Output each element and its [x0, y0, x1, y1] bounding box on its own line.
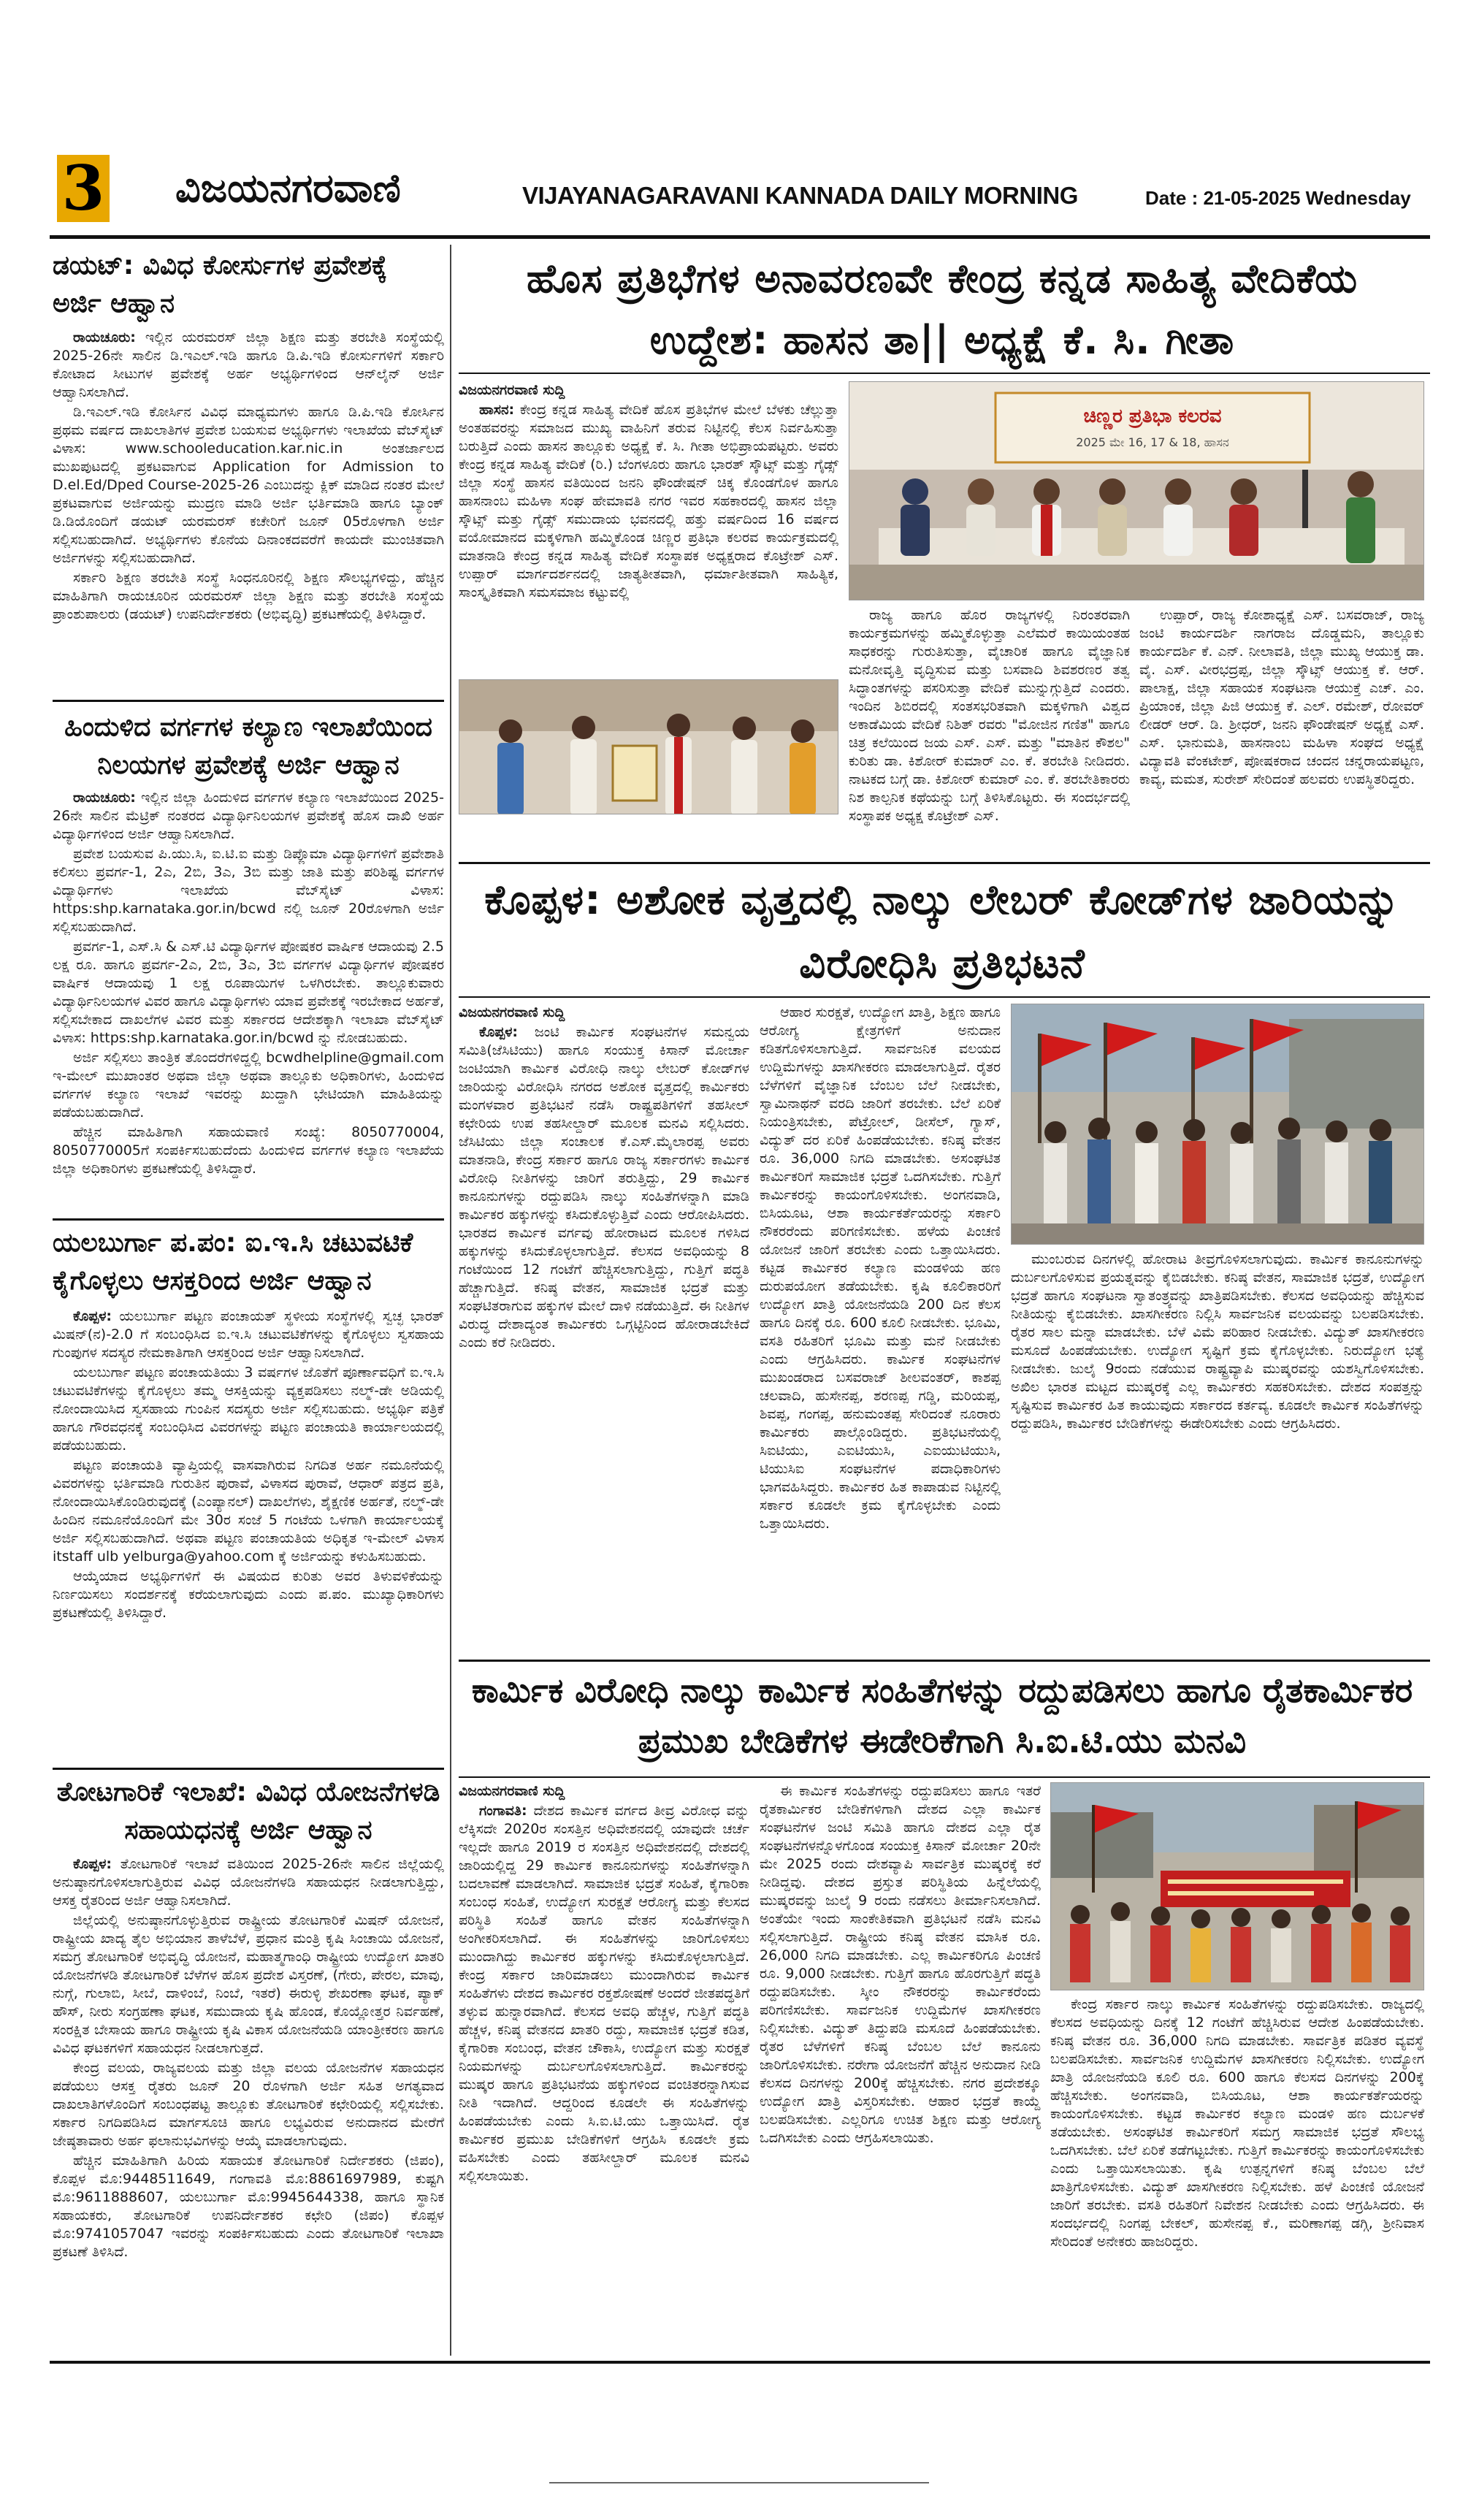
- diet-headline: ಡಯಟ್: ವಿವಿಧ ಕೋರ್ಸುಗಳ ಪ್ರವೇಶಕ್ಕೆ ಅರ್ಜಿ ಆಹ್ವಾನ: [53, 251, 388, 319]
- masthead-date: Date : 21-05-2025 Wednesday: [1145, 187, 1411, 209]
- hassan-text-2: ರಾಜ್ಯ ಹಾಗೂ ಹೊರ ರಾಜ್ಯಗಳಲ್ಲಿ ನಿರಂತರವಾಗಿ ಕಾರ್ಯಕ್ರಮಗಳನ್ನು ಹಮ್ಮಿಕೊಳ್ಳುತ್ತಾ ಎಲೆಮರೆ ಕಾಯಿಯಂತಹ ಸಾಧಕರನ್ನು ಗುರುತಿಸುತ್ತಾ, ವೈಚಾರಿಕ ಹಾಗೂ ವೈಜ್ಞಾನಿಕ ಮನೋವೃತ್ತಿ ವೃದ್ಧಿಸುವ ಮತ್ತು ಬಸವಾದಿ ಶಿವಶರಣರ ತತ್ವ ಸಿದ್ಧಾಂತಗಳನ್ನು ಪಸರಿಸುತ್ತಾ ವೇದಿಕೆ ಮುನ್ನುಗ್ಗುತ್ತಿದೆ ಎಂದರು. ಇಂದಿನ ಶಿಬಿರದಲ್ಲಿ ಸಂತಸಭರಿತವಾಗಿ ಮಕ್ಕಳಿಗಾಗಿ ವಿಶ್ವದ ಅಕಾಡೆಮಿಯ ವೇದಿಕೆ ನಿಶಿತ್ ರವರು "ಮೋಜಿನ ಗಣಿತ" ಹಾಗೂ ಚಿತ್ರ ಕಲೆಯಿಂದ ಜಯ ಎಸ್. ಎಸ್. ಮತ್ತು "ಮಾತಿನ ಕೌಶಲ" ಕುರಿತು ಡಾ. ಕಿಶೋರ್ ಕುಮಾರ್ ಎಂ. ಕೆ. ತರಬೇತಿ ನೀಡಿದರು. ನಾಟಕದ ಬಗ್ಗೆ ಡಾ. ಕಿಶೋರ್ ಕುಮಾರ್ ಎಂ. ಕೆ. ತರಬೇತಿಕಾರರು ನಿಶ ಕಾಲ್ಪನಿಕ ಕಥೆಯನ್ನು ಬಗ್ಗೆ ತಿಳಿಸಿಕೊಟ್ಟರು. ಈ ಸಂದರ್ಭದಲ್ಲಿ ಸಂಸ್ಥಾಪಕ ಅಧ್ಯಕ್ಷ ಕೊಟ್ರೇಶ್ ಎಸ್.: [849, 607, 1130, 824]
- bcwd-para-5: ಹೆಚ್ಚಿನ ಮಾಹಿತಿಗಾಗಿ ಸಹಾಯವಾಣಿ ಸಂಖ್ಯೆ: 8050770004, 8050770005ಗೆ ಸಂಪರ್ಕಿಸಬಹುದೆಂದು ಹಿಂದುಳಿದ ವರ್ಗಗಳ ಕಲ್ಯಾಣ ಇಲಾಖೆಯ ಜಿಲ್ಲಾ ಅಧಿಕಾರಿಗಳು ಪ್ರಕಟಣೆಯಲ್ಲಿ ತಿಳಿಸಿದ್ದಾರೆ.: [53, 1124, 444, 1177]
- koppal-headline: ಕೊಪ್ಪಳ: ಅಶೋಕ ವೃತ್ತದಲ್ಲಿ ನಾಲ್ಕು ಲೇಬರ್ ಕೋಡ್‌ಗಳ ಜಾರಿಯನ್ನು ವಿರೋಧಿಸಿ ಪ್ರತಿಭಟನೆ: [484, 877, 1400, 988]
- bcwd-para-4: ಅರ್ಜಿ ಸಲ್ಲಿಸಲು ತಾಂತ್ರಿಕ ತೊಂದರೆಗಳಿದ್ದಲ್ಲಿ bcwdhelpline@gmail.com ಇ-ಮೇಲ್ ಮುಖಾಂತರ ಅಥವಾ ಜಿಲ್ಲಾ ಅಥವಾ ತಾಲ್ಲೂಕು ಅಧಿಕಾರಿಗಳು, ಹಿಂದುಳಿದ ವರ್ಗಗಳ ಕಲ್ಯಾಣ ಇಲಾಖೆ ಇವರನ್ನು ಖುದ್ದಾಗಿ ಭೇಟಿಯಾಗಿ ಮಾಹಿತಿಯನ್ನು ಪಡೆಯಬಹುದಾಗಿದೆ.: [53, 1050, 444, 1120]
- horticulture-para-3: ಕೇಂದ್ರ ವಲಯ, ರಾಜ್ಯವಲಯ ಮತ್ತು ಜಿಲ್ಲಾ ವಲಯ ಯೋಜನೆಗಳ ಸಹಾಯಧನ ಪಡೆಯಲು ಆಸಕ್ತ ರೈತರು ಜೂನ್ 20 ರೊಳಗಾಗಿ ಅರ್ಜಿ ಸಹಿತ ಅಗತ್ಯವಾದ ದಾಖಲಾತಿಗಳೊಂದಿಗೆ ಸಂಬಂಧಪಟ್ಟ ತಾಲ್ಲೂಕು ತೋಟಗಾರಿಕೆ ಕಛೇರಿಯಲ್ಲಿ ಸಲ್ಲಿಸಬೇಕು. ಸರ್ಕಾರ ನಿಗದಿಪಡಿಸಿದ ಮಾರ್ಗಸೂಚಿ ಹಾಗೂ ಲಭ್ಯವಿರುವ ಅನುದಾನದ ಮೇರೆಗೆ ಜೇಷ್ಠತಾವಾರು ಅರ್ಹ ಫಲಾನುಭವಿಗಳನ್ನು ಆಯ್ಕೆ ಮಾಡಲಾಗುವುದು.: [53, 2060, 444, 2149]
- koppal-text-1: ಜಂಟಿ ಕಾರ್ಮಿಕ ಸಂಘಟನೆಗಳ ಸಮನ್ವಯ ಸಮಿತಿ(ಜೆಸಿಟಿಯು) ಹಾಗೂ ಸಂಯುಕ್ತ ಕಿಸಾನ್ ಮೋರ್ಚಾ ಜಂಟಿಯಾಗಿ ಕಾರ್ಮಿಕ ವಿರೋಧಿ ನಾಲ್ಕು ಲೇಬರ್ ಕೋಡ್‌ಗಳ ಜಾರಿಯನ್ನು ವಿರೋಧಿಸಿ ನಗರದ ಅಶೋಕ ವೃತ್ತದಲ್ಲಿ ಕಾರ್ಮಿಕರು ಮಂಗಳವಾರ ಪ್ರತಿಭಟನೆ ನಡೆಸಿ ರಾಷ್ಟ್ರಪತಿಗಳಿಗೆ ತಹಸೀಲ್ ಕಛೇರಿಯ ಉಪ ತಹಸೀಲ್ದಾರ್ ಮೂಲಕ ಮನವಿ ಸಲ್ಲಿಸಿದರು. ಜೆಸಿಟಿಯು ಜಿಲ್ಲಾ ಸಂಚಾಲಕ ಕೆ.ಎಸ್.ಮೈಲಾರಪ್ಪ ಅವರು ಮಾತನಾಡಿ, ಕೇಂದ್ರ ಸರ್ಕಾರ ಹಾಗೂ ರಾಜ್ಯ ಸರ್ಕಾರಗಳು ಕಾರ್ಮಿಕ ವಿರೋಧಿ ನೀತಿಗಳನ್ನು ಜಾರಿಗೆ ತರುತ್ತಿದ್ದು, 29 ಕಾರ್ಮಿಕ ಕಾನೂನುಗಳನ್ನು ರದ್ದುಪಡಿಸಿ ನಾಲ್ಕು ಸಂಹಿತೆಗಳನ್ನಾಗಿ ಮಾಡಿ ಕಾರ್ಮಿಕರ ಹಕ್ಕುಗಳನ್ನು ಕಸಿದುಕೊಳ್ಳುತ್ತಿವೆ ಎಂದು ಆರೋಪಿಸಿದರು. ಭಾರತದ ಕಾರ್ಮಿಕ ವರ್ಗವು ಹೋರಾಟದ ಮೂಲಕ ಗಳಿಸಿದ ಹಕ್ಕುಗಳನ್ನು ಕಸಿದುಕೊಳ್ಳಲಾಗುತ್ತಿದೆ. ಕೆಲಸದ ಅವಧಿಯನ್ನು 8 ಗಂಟೆಯಿಂದ 12 ಗಂಟೆಗೆ ಹೆಚ್ಚಿಸಲಾಗುತ್ತಿದ್ದು, ಗುತ್ತಿಗೆ ಪದ್ಧತಿ ಹೆಚ್ಚಾಗುತ್ತಿದೆ. ಕನಿಷ್ಠ ವೇತನ, ಸಾಮಾಜಿಕ ಭದ್ರತೆ ಮತ್ತು ಸಂಘಟಿತರಾಗುವ ಹಕ್ಕುಗಳ ಮೇಲೆ ದಾಳಿ ನಡೆಯುತ್ತಿದೆ. ಈ ನೀತಿಗಳ ವಿರುದ್ಧ ದೇಶಾದ್ಯಂತ ಕಾರ್ಮಿಕರು ಒಗ್ಗಟ್ಟಿನಿಂದ ಹೋರಾಡಬೇಕಿದೆ ಎಂದು ಕರೆ ನೀಡಿದರು.: [459, 1024, 749, 1351]
- bcwd-para-1: ಇಲ್ಲಿನ ಜಿಲ್ಲಾ ಹಿಂದುಳಿದ ವರ್ಗಗಳ ಕಲ್ಯಾಣ ಇಲಾಖೆಯಿಂದ 2025-26ನೇ ಸಾಲಿನ ಮೆಟ್ರಿಕ್ ನಂತರದ ವಿದ್ಯಾರ್ಥಿನಿಲಯಗಳ ಪ್ರವೇಶಕ್ಕೆ ಹೊಸ ದಾಖಿ ಅರ್ಹ ವಿದ್ಯಾರ್ಥಿಗಳಿಂದ ಅರ್ಜಿ ಆಹ್ವಾನಿಸಲಾಗಿದೆ.: [53, 790, 444, 842]
- koppal-photo-protest: [1011, 1004, 1424, 1245]
- diet-para-1: ಇಲ್ಲಿನ ಯರಮರಸ್ ಜಿಲ್ಲಾ ಶಿಕ್ಷಣ ಮತ್ತು ತರಬೇತಿ ಸಂಸ್ಥೆಯಲ್ಲಿ 2025-26ನೇ ಸಾಲಿನ ಡಿ.ಇಎಲ್.ಇಡಿ ಹಾಗೂ ಡಿ.ಪಿ.ಇಡಿ ಕೋರ್ಸುಗಳಿಗೆ ಸರ್ಕಾರಿ ಕೋಟಾದ ಸೀಟುಗಳ ಪ್ರವೇಶಕ್ಕೆ ಅರ್ಹ ಅಭ್ಯರ್ಥಿಗಳಿಂದ ಆನ್‌ಲೈನ್ ಅರ್ಜಿ ಆಹ್ವಾನಿಸಲಾಗಿದೆ.: [53, 329, 444, 400]
- citu-col-1: [459, 1782, 749, 2356]
- masthead-title-english: VIJAYANAGARAVANI KANNADA DAILY MORNING: [522, 182, 1078, 209]
- hassan-byline: ವಿಜಯನಗರವಾಣಿ ಸುದ್ದಿ: [459, 382, 565, 398]
- yelburga-para-3: ಪಟ್ಟಣ ಪಂಚಾಯತಿ ವ್ಯಾಪ್ತಿಯಲ್ಲಿ ವಾಸವಾಗಿರುವ ನಿಗದಿತ ಅರ್ಹ ನಮೂನೆಯಲ್ಲಿ ವಿವರಗಳನ್ನು ಭರ್ತಿಮಾಡಿ ಗುರುತಿನ ಪುರಾವೆ, ವಿಳಾಸದ ಪುರಾವೆ, ಆಧಾರ್ ಪತ್ರದ ಪ್ರತಿ, ನೋಂದಾಯಿಸಿಕೊಂಡಿರುವುದಕ್ಕೆ (ಎಂಪ್ಯಾನಲ್) ದಾಖಲೆಗಳು, ಶೈಕ್ಷಣಿಕ ಅರ್ಹತೆ, ನಲ್ಮ್-ಡೇ ಹಿಂದಿನ ನಮೂನೆಯೊಂದಿಗೆ ಮೇ 30ರ ಸಂಜೆ 5 ಗಂಟೆಯ ಒಳಗಾಗಿ ಕಾರ್ಯಾಲಯಕ್ಕೆ ಅರ್ಜಿ ಸಲ್ಲಿಸಬಹುದಾಗಿದೆ. ಅಥವಾ ಪಟ್ಟಣ ಪಂಚಾಯತಿಯ ಅಧಿಕೃತ ಇ-ಮೇಲ್ ವಿಳಾಸ itstaff ulb yelburga@yahoo.com ಕ್ಕೆ ಅರ್ಜಿಯನ್ನು ಕಳುಹಿಸಬಹುದು.: [53, 1457, 444, 1565]
- koppal-text-2: ಆಹಾರ ಸುರಕ್ಷತೆ, ಉದ್ಯೋಗ ಖಾತ್ರಿ, ಶಿಕ್ಷಣ ಹಾಗೂ ಆರೋಗ್ಯ ಕ್ಷೇತ್ರಗಳಿಗೆ ಅನುದಾನ ಕಡಿತಗೊಳಿಸಲಾಗುತ್ತಿದೆ. ಸಾರ್ವಜನಿಕ ವಲಯದ ಉದ್ದಿಮೆಗಳನ್ನು ಖಾಸಗೀಕರಣ ಮಾಡಲಾಗುತ್ತಿದೆ. ರೈತರ ಬೆಳೆಗಳಿಗೆ ವೈಜ್ಞಾನಿಕ ಬೆಂಬಲ ಬೆಲೆ ನೀಡಬೇಕು, ಸ್ವಾಮಿನಾಥನ್ ವರದಿ ಜಾರಿಗೆ ತರಬೇಕು. ಬೆಲೆ ಏರಿಕೆ ನಿಯಂತ್ರಿಸಬೇಕು, ಪೆಟ್ರೋಲ್, ಡೀಸೆಲ್, ಗ್ಯಾಸ್, ವಿದ್ಯುತ್ ದರ ಏರಿಕೆ ಹಿಂಪಡೆಯಬೇಕು. ಕನಿಷ್ಠ ವೇತನ ರೂ. 36,000 ನಿಗದಿ ಮಾಡಬೇಕು. ಅಸಂಘಟಿತ ಕಾರ್ಮಿಕರಿಗೆ ಸಾಮಾಜಿಕ ಭದ್ರತೆ ಒದಗಿಸಬೇಕು. ಗುತ್ತಿಗೆ ಕಾರ್ಮಿಕರನ್ನು ಕಾಯಂಗೊಳಿಸಬೇಕು. ಅಂಗನವಾಡಿ, ಬಿಸಿಯೂಟ, ಆಶಾ ಕಾರ್ಯಕರ್ತೆಯರನ್ನು ಸರ್ಕಾರಿ ನೌಕರರೆಂದು ಪರಿಗಣಿಸಬೇಕು. ಹಳೆಯ ಪಿಂಚಣಿ ಯೋಜನೆ ಜಾರಿಗೆ ತರಬೇಕು ಎಂದು ಒತ್ತಾಯಿಸಿದರು. ಕಟ್ಟಡ ಕಾರ್ಮಿಕರ ಕಲ್ಯಾಣ ಮಂಡಳಿಯ ಹಣ ದುರುಪಯೋಗ ತಡೆಯಬೇಕು. ಕೃಷಿ ಕೂಲಿಕಾರರಿಗೆ ಉದ್ಯೋಗ ಖಾತ್ರಿ ಯೋಜನೆಯಡಿ 200 ದಿನ ಕೆಲಸ ಹಾಗೂ ದಿನಕ್ಕೆ ರೂ. 600 ಕೂಲಿ ನೀಡಬೇಕು. ಭೂಮಿ, ವಸತಿ ರಹಿತರಿಗೆ ಭೂಮಿ ಮತ್ತು ಮನೆ ನೀಡಬೇಕು ಎಂದು ಆಗ್ರಹಿಸಿದರು. ಕಾರ್ಮಿಕ ಸಂಘಟನೆಗಳ ಮುಖಂಡರಾದ ಬಸವರಾಜ್ ಶೀಲವಂತರ್, ಕಾಶಪ್ಪ ಚಲವಾದಿ, ಹುಸೇನಪ್ಪ, ಶರಣಪ್ಪ ಗಡ್ಡಿ, ಮರಿಯಪ್ಪ, ಶಿವಪ್ಪ, ಗಂಗಪ್ಪ, ಹನುಮಂತಪ್ಪ ಸೇರಿದಂತೆ ನೂರಾರು ಕಾರ್ಮಿಕರು ಪಾಲ್ಗೊಂಡಿದ್ದರು. ಪ್ರತಿಭಟನೆಯಲ್ಲಿ ಸಿಐಟಿಯು, ಎಐಟಿಯುಸಿ, ಎಐಯುಟಿಯುಸಿ, ಟಿಯುಸಿಐ ಸಂಘಟನೆಗಳ ಪದಾಧಿಕಾರಿಗಳು ಭಾಗವಹಿಸಿದ್ದರು. ಕಾರ್ಮಿಕರ ಹಿತ ಕಾಪಾಡುವ ನಿಟ್ಟಿನಲ್ಲಿ ಸರ್ಕಾರ ಕೂಡಲೇ ಕ್ರಮ ಕೈಗೊಳ್ಳಬೇಕು ಎಂದು ಒತ್ತಾಯಿಸಿದರು.: [760, 1004, 1001, 1532]
- yelburga-para-2: ಯಲಬುರ್ಗಾ ಪಟ್ಟಣ ಪಂಚಾಯತಿಯು 3 ವರ್ಷಗಳ ಜೊತೆಗೆ ಪೂರ್ಣಾವಧಿಗೆ ಐ.ಇ.ಸಿ ಚಟುವಟಿಕೆಗಳನ್ನು ಕೈಗೊಳ್ಳಲು ತಮ್ಮ ಆಸಕ್ತಿಯನ್ನು ವ್ಯಕ್ತಪಡಿಸಲು ನಲ್ಮ್-ಡೇ ಅಡಿಯಲ್ಲಿ ನೋಂದಾಯಿಸಿದ ಸ್ವಸಹಾಯ ಗುಂಪಿನ ಸದಸ್ಯರು ಅರ್ಜಿ ಸಲ್ಲಿಸಬಹುದು. ಅಭ್ಯರ್ಥಿ ಪತ್ರಿಕೆ ಹಾಗೂ ಗೌರವಧನಕ್ಕೆ ಸಂಬಂಧಿಸಿದ ವಿವರಗಳನ್ನು ಪಟ್ಟಣ ಪಂಚಾಯತಿ ಕಾರ್ಯಾಲಯದಲ್ಲಿ ಪಡೆಯಬಹುದು.: [53, 1364, 444, 1454]
- citu-text-2: ಈ ಕಾರ್ಮಿಕ ಸಂಹಿತೆಗಳನ್ನು ರದ್ದುಪಡಿಸಲು ಹಾಗೂ ಇತರೆ ರೈತಕಾರ್ಮಿಕರ ಬೇಡಿಕೆಗಳಿಗಾಗಿ ದೇಶದ ಎಲ್ಲಾ ಕಾರ್ಮಿಕ ಸಂಘಟನೆಗಳ ಜಂಟಿ ಸಮಿತಿ ಹಾಗೂ ದೇಶದ ಎಲ್ಲಾ ರೈತ ಸಂಘಟನೆಗಳನ್ನೊಳಗೊಂಡ ಸಂಯುಕ್ತ ಕಿಸಾನ್ ಮೋರ್ಚಾ 20ನೇ ಮೇ 2025 ರಂದು ದೇಶವ್ಯಾಪಿ ಸಾರ್ವತ್ರಿಕ ಮುಷ್ಕರಕ್ಕೆ ಕರೆ ನೀಡಿದ್ದವು. ದೇಶದ ಪ್ರಸ್ತುತ ಪರಿಸ್ಥಿತಿಯ ಹಿನ್ನೆಲೆಯಲ್ಲಿ ಮುಷ್ಕರವನ್ನು ಜುಲೈ 9 ರಂದು ನಡೆಸಲು ತೀರ್ಮಾನಿಸಲಾಗಿದೆ. ಅಂತೆಯೇ ಇಂದು ಸಾಂಕೇತಿಕವಾಗಿ ಪ್ರತಿಭಟನೆ ನಡೆಸಿ ಮನವಿ ಸಲ್ಲಿಸಲಾಗುತ್ತಿದೆ. ರಾಷ್ಟ್ರೀಯ ಕನಿಷ್ಠ ವೇತನ ಮಾಸಿಕ ರೂ. 26,000 ನಿಗದಿ ಮಾಡಬೇಕು. ಎಲ್ಲ ಕಾರ್ಮಿಕರಿಗೂ ಪಿಂಚಣಿ ರೂ. 9,000 ನೀಡಬೇಕು. ಗುತ್ತಿಗೆ ಹಾಗೂ ಹೊರಗುತ್ತಿಗೆ ಪದ್ಧತಿ ರದ್ದುಪಡಿಸಬೇಕು. ಸ್ಕೀಂ ನೌಕರರನ್ನು ಕಾರ್ಮಿಕರೆಂದು ಪರಿಗಣಿಸಬೇಕು. ಸಾರ್ವಜನಿಕ ಉದ್ದಿಮೆಗಳ ಖಾಸಗೀಕರಣ ನಿಲ್ಲಿಸಬೇಕು. ವಿದ್ಯುತ್ ತಿದ್ದುಪಡಿ ಮಸೂದೆ ಹಿಂಪಡೆಯಬೇಕು. ರೈತರ ಬೆಳೆಗಳಿಗೆ ಕನಿಷ್ಠ ಬೆಂಬಲ ಬೆಲೆ ಕಾನೂನು ಜಾರಿಗೊಳಿಸಬೇಕು. ನರೇಗಾ ಯೋಜನೆಗೆ ಹೆಚ್ಚಿನ ಅನುದಾನ ನೀಡಿ ಕೆಲಸದ ದಿನಗಳನ್ನು 200ಕ್ಕೆ ಹೆಚ್ಚಿಸಬೇಕು. ನಗರ ಪ್ರದೇಶಕ್ಕೂ ಉದ್ಯೋಗ ಖಾತ್ರಿ ವಿಸ್ತರಿಸಬೇಕು. ಆಹಾರ ಭದ್ರತೆ ಕಾಯ್ದೆ ಬಲಪಡಿಸಬೇಕು. ಎಲ್ಲರಿಗೂ ಉಚಿತ ಶಿಕ್ಷಣ ಮತ್ತು ಆರೋಗ್ಯ ಒದಗಿಸಬೇಕು ಎಂದು ಆಗ್ರಹಿಸಲಾಯಿತು.: [760, 1783, 1041, 2146]
- koppal-byline: ವಿಜಯನಗರವಾಣಿ ಸುದ್ದಿ: [459, 1004, 565, 1020]
- hassan-headline-rule: [459, 373, 1430, 374]
- hassan-text-3: ಉಪ್ಪಾರ್, ರಾಜ್ಯ ಕೋಶಾಧ್ಯಕ್ಷೆ ಎಸ್. ಬಸವರಾಜ್, ರಾಜ್ಯ ಜಂಟಿ ಕಾರ್ಯದರ್ಶಿ ನಾಗರಾಜ ದೊಡ್ಡಮನಿ, ತಾಲ್ಲೂಕು ಕಾರ್ಯದರ್ಶಿ ಕೆ. ಎನ್. ನೀಲಾವತಿ, ಜಿಲ್ಲಾ ಮುಖ್ಯ ಆಯುಕ್ತ ಡಾ. ವೈ. ಎಸ್. ವೀರಭದ್ರಪ್ಪ, ಜಿಲ್ಲಾ ಸ್ಕೌಟ್ಸ್ ಆಯುಕ್ತ ಕೆ. ಆರ್. ಪಾಲಾಕ್ಷ, ಜಿಲ್ಲಾ ಸಹಾಯಕ ಸಂಘಟನಾ ಆಯುಕ್ತೆ ಎಚ್. ಎಂ. ಪ್ರಿಯಾಂಕ, ಜಿಲ್ಲಾ ಪಿಜಿ ಆಯುಕ್ತ ಕೆ. ಎಲ್. ರಮೇಶ್, ರೋವರ್ ಲೀಡರ್ ಆರ್. ಡಿ. ಶ್ರೀಧರ್, ಜನನಿ ಫೌಂಡೇಷನ್ ಅಧ್ಯಕ್ಷೆ ಎಸ್. ಎಸ್. ಭಾನುಮತಿ, ಹಾಸನಾಂಬ ಮಹಿಳಾ ಸಂಘದ ಅಧ್ಯಕ್ಷೆ ವಿದ್ಯಾವತಿ ವೆಂಕಟೇಶ್, ಪೋಷಕರಾದ ಚಂದನ ಚನ್ನರಾಯಪಟ್ಟಣ, ಕಾವ್ಯ, ಮಮತ, ಸುರೇಶ್ ಸೇರಿದಂತೆ ಹಲವರು ಉಪಸ್ಥಿತರಿದ್ದರು.: [1139, 607, 1424, 787]
- yelburga-para-1: ಯಲಬುರ್ಗಾ ಪಟ್ಟಣ ಪಂಚಾಯತ್ ಸ್ಥಳೀಯ ಸಂಸ್ಥೆಗಳಲ್ಲಿ ಸ್ವಚ್ಛ ಭಾರತ್ ಮಿಷನ್(ನ)-2.0 ಗೆ ಸಂಬಂಧಿಸಿದ ಐ.ಇ.ಸಿ ಚಟುವಟಿಕೆಗಳನ್ನು ಕೈಗೊಳ್ಳಲು ಸ್ವಸಹಾಯ ಗುಂಪುಗಳ ಸದಸ್ಯರ ನೇಮಕಾತಿಗಾಗಿ ಆಸಕ್ತರಿಂದ ಅರ್ಜಿ ಆಹ್ವಾನಿಸಲಾಗಿದೆ.: [53, 1308, 444, 1361]
- yelburga-para-4: ಆಯ್ಕೆಯಾದ ಅಭ್ಯರ್ಥಿಗಳಿಗೆ ಈ ವಿಷಯದ ಕುರಿತು ಅವರ ತಿಳುವಳಿಕೆಯನ್ನು ನಿರ್ಣಯಿಸಲು ಸಂದರ್ಶನಕ್ಕೆ ಕರೆಯಲಾಗುವುದು ಎಂದು ಪ.ಪಂ. ಮುಖ್ಯಾಧಿಕಾರಿಗಳು ಪ್ರಕಟಣೆಯಲ್ಲಿ ತಿಳಿಸಿದ್ದಾರೆ.: [53, 1568, 444, 1621]
- citu-text-3: ಕೇಂದ್ರ ಸರ್ಕಾರ ನಾಲ್ಕು ಕಾರ್ಮಿಕ ಸಂಹಿತೆಗಳನ್ನು ರದ್ದುಪಡಿಸಬೇಕು. ರಾಜ್ಯದಲ್ಲಿ ಕೆಲಸದ ಅವಧಿಯನ್ನು ದಿನಕ್ಕೆ 12 ಗಂಟೆಗೆ ಹೆಚ್ಚಿಸಿರುವ ಆದೇಶ ಹಿಂಪಡೆಯಬೇಕು. ಕನಿಷ್ಠ ವೇತನ ರೂ. 36,000 ನಿಗದಿ ಮಾಡಬೇಕು. ಸಾರ್ವತ್ರಿಕ ಪಡಿತರ ವ್ಯವಸ್ಥೆ ಬಲಪಡಿಸಬೇಕು. ಸಾರ್ವಜನಿಕ ಉದ್ದಿಮೆಗಳ ಖಾಸಗೀಕರಣ ನಿಲ್ಲಿಸಬೇಕು. ಉದ್ಯೋಗ ಖಾತ್ರಿ ಯೋಜನೆಯಡಿ ಕೂಲಿ ರೂ. 600 ಹಾಗೂ ಕೆಲಸದ ದಿನಗಳನ್ನು 200ಕ್ಕೆ ಹೆಚ್ಚಿಸಬೇಕು. ಅಂಗನವಾಡಿ, ಬಿಸಿಯೂಟ, ಆಶಾ ಕಾರ್ಯಕರ್ತೆಯರನ್ನು ಕಾಯಂಗೊಳಿಸಬೇಕು. ಕಟ್ಟಡ ಕಾರ್ಮಿಕರ ಕಲ್ಯಾಣ ಮಂಡಳಿ ಹಣ ದುರ್ಬಳಕೆ ತಡೆಯಬೇಕು. ಅಸಂಘಟಿತ ಕಾರ್ಮಿಕರಿಗೆ ಸಮಗ್ರ ಸಾಮಾಜಿಕ ಭದ್ರತೆ ಸೌಲಭ್ಯ ಒದಗಿಸಬೇಕು. ಬೆಲೆ ಏರಿಕೆ ತಡೆಗಟ್ಟಬೇಕು. ಗುತ್ತಿಗೆ ಕಾರ್ಮಿಕರನ್ನು ಕಾಯಂಗೊಳಿಸಬೇಕು ಎಂದು ಒತ್ತಾಯಿಸಲಾಯಿತು. ಕೃಷಿ ಉತ್ಪನ್ನಗಳಿಗೆ ಕನಿಷ್ಠ ಬೆಂಬಲ ಬೆಲೆ ಖಾತ್ರಿಗೊಳಿಸಬೇಕು. ವಿದ್ಯುತ್ ಖಾಸಗೀಕರಣ ನಿಲ್ಲಿಸಬೇಕು. ಹಳೆ ಪಿಂಚಣಿ ಯೋಜನೆ ಜಾರಿಗೆ ತರಬೇಕು. ವಸತಿ ರಹಿತರಿಗೆ ನಿವೇಶನ ನೀಡಬೇಕು ಎಂದು ಆಗ್ರಹಿಸಿದರು. ಈ ಸಂದರ್ಭದಲ್ಲಿ ನಿಂಗಪ್ಪ ಬೇಕಲ್, ಹುಸೇನಪ್ಪ ಕೆ., ಮರಿಣಾಗಪ್ಪ ಡಗ್ಗಿ, ಶ್ರೀನಿವಾಸ ಸೇರಿದಂತೆ ಅನೇಕರು ಹಾಜರಿದ್ದರು.: [1050, 1996, 1424, 2250]
- citu-col-2: [760, 1782, 1041, 2356]
- hassan-col-1: [459, 381, 838, 677]
- koppal-photo-protest-image: [1012, 1004, 1424, 1245]
- horticulture-dateline: ಕೊಪ್ಪಳ:: [73, 1856, 112, 1872]
- stage-banner-text: ಚಿಣ್ಣರ ಪ್ರತಿಭಾ ಕಲರವ: [1083, 405, 1222, 427]
- column-divider: [450, 245, 451, 2356]
- citu-col-3: [1050, 1996, 1424, 2356]
- horticulture-para-4: ಹೆಚ್ಚಿನ ಮಾಹಿತಿಗಾಗಿ ಹಿರಿಯ ಸಹಾಯಕ ತೋಟಗಾರಿಕೆ ನಿರ್ದೇಶಕರು (ಜಿಪಂ), ಕೊಪ್ಪಳ ಮೊ:9448511649, ಗಂಗಾವತಿ ಮೊ:8861697989, ಕುಷ್ಟಗಿ ಮೊ:9611888607, ಯಲಬುರ್ಗಾ ಮೊ:9945644338, ಹಾಗೂ ಸ್ಥಾನಿಕ ಸಹಾಯಕರು, ತೋಟಗಾರಿಕೆ ಉಪನಿರ್ದೇಶಕರ ಕಛೇರಿ (ಜಿಪಂ) ಕೊಪ್ಪಳ ಮೊ:9741057047 ಇವರನ್ನು ಸಂಪರ್ಕಿಸಬಹುದು ಎಂದು ತೋಟಗಾರಿಕೆ ಇಲಾಖಾ ಪ್ರಕಟಣೆ ತಿಳಿಸಿದೆ.: [53, 2153, 444, 2260]
- hassan-dateline: ಹಾಸನ:: [479, 402, 515, 418]
- koppal-col-3: [1011, 1251, 1424, 1654]
- koppal-dateline: ಕೊಪ್ಪಳ:: [479, 1024, 518, 1040]
- bcwd-para-2: ಪ್ರವೇಶ ಬಯಸುವ ಪಿ.ಯು.ಸಿ, ಐ.ಟಿ.ಐ ಮತ್ತು ಡಿಪ್ಲೊಮಾ ವಿದ್ಯಾರ್ಥಿಗಳಿಗೆ ಪ್ರವೇಶಾತಿ ಕಲಿಸಲು ಪ್ರವರ್ಗ-1, 2ಎ, 2ಬಿ, 3ಎ, 3ಬಿ ಮತ್ತು ಜಾತಿ ಮತ್ತು ಪರಿಶಿಷ್ಟ ವರ್ಗಗಳ ವಿದ್ಯಾರ್ಥಿಗಳು ಇಲಾಖೆಯ ವೆಬ್‌ಸೈಟ್ ವಿಳಾಸ: https:shp.karnataka.gor.in/bcwd ನಲ್ಲಿ ಜೂನ್ 20ರೊಳಗಾಗಿ ಅರ್ಜಿ ಸಲ್ಲಿಸಬಹುದಾಗಿದೆ.: [53, 846, 444, 935]
- hassan-photo-stage: [849, 381, 1424, 600]
- horticulture-para-2: ಜಿಲ್ಲೆಯಲ್ಲಿ ಅನುಷ್ಠಾನಗೊಳ್ಳುತ್ತಿರುವ ರಾಷ್ಟ್ರೀಯ ತೋಟಗಾರಿಕೆ ಮಿಷನ್ ಯೋಜನೆ, ರಾಷ್ಟ್ರೀಯ ಖಾದ್ಯ ತೈಲ ಅಭಿಯಾನ ತಾಳೆಬೆಳೆ, ಪ್ರಧಾನ ಮಂತ್ರಿ ಕೃಷಿ ಸಿಂಚಾಯಿ ಯೋಜನೆ, ಸಮಗ್ರ ತೋಟಗಾರಿಕೆ ಅಭಿವೃದ್ಧಿ ಯೋಜನೆ, ಮಹಾತ್ಮಗಾಂಧಿ ರಾಷ್ಟ್ರೀಯ ಉದ್ಯೋಗ ಖಾತರಿ ಯೋಜನೆಗಳಡಿ ತೋಟಗಾರಿಕೆ ಬೆಳೆಗಳ ಹೊಸ ಪ್ರದೇಶ ವಿಸ್ತರಣೆ, (ಗೇರು, ಪೇರಲ, ಮಾವು, ನುಗ್ಗೆ, ಗುಲಾಬಿ, ಸೀಬೆ, ದಾಳಿಂಬೆ, ನಿಂಬೆ, ಇತರೆ) ಈರುಳ್ಳಿ ಶೇಖರಣಾ ಘಟಕ, ಪ್ಯಾಕ್ ಹೌಸ್, ನೀರು ಸಂಗ್ರಹಣಾ ಘಟಕ, ಸಮುದಾಯ ಕೃಷಿ ಹೊಂಡ, ಕೊಯ್ಲೋತ್ತರ ನಿರ್ವಹಣೆ, ಸಂರಕ್ಷಿತ ಬೇಸಾಯ ಹಾಗೂ ರಾಷ್ಟ್ರೀಯ ಕೃಷಿ ವಿಕಾಸ ಯೋಜನೆಯಡಿ ಯಾಂತ್ರೀಕರಣ ಹಾಗೂ ವಿವಿಧ ಘಟಕಗಳಿಗೆ ಸಹಾಯಧನ ನೀಡಲಾಗುತ್ತದೆ.: [53, 1912, 444, 2056]
- horticulture-body: [53, 1855, 444, 2352]
- hassan-col-3: [1139, 606, 1424, 856]
- page-bottom-rule: [50, 2361, 1430, 2364]
- citu-photo-rally: [1050, 1782, 1424, 1990]
- koppal-col-1: [459, 1004, 749, 1654]
- koppal-headline-rule: [459, 996, 1430, 998]
- main-separator-2: [459, 1660, 1430, 1662]
- hassan-text-1: ಕೇಂದ್ರ ಕನ್ನಡ ಸಾಹಿತ್ಯ ವೇದಿಕೆ ಹೊಸ ಪ್ರತಿಭೆಗಳ ಮೇಲೆ ಬೆಳಕು ಚೆಲ್ಲುತ್ತಾ ಅಂತಹವರನ್ನು ಸಮಾಜದ ಮುಖ್ಯ ವಾಹಿನಿಗೆ ತರುವ ನಿಟ್ಟಿನಲ್ಲಿ ಕೆಲಸ ನಿರ್ವಹಿಸುತ್ತಾ ಬರುತ್ತಿದೆ ಎಂದು ಹಾಸನ ತಾಲ್ಲೂಕು ಅಧ್ಯಕ್ಷೆ ಕೆ. ಸಿ. ಗೀತಾ ಅಭಿಪ್ರಾಯಪಟ್ಟರು. ಅವರು ಕೇಂದ್ರ ಕನ್ನಡ ಸಾಹಿತ್ಯ ವೇದಿಕೆ (ರಿ.) ಬೆಂಗಳೂರು ಹಾಗೂ ಭಾರತ್ ಸ್ಕೌಟ್ಸ್ ಮತ್ತು ಗೈಡ್ಸ್ ಜಿಲ್ಲಾ ಸಂಸ್ಥೆ ಹಾಸನ ವತಿಯಿಂದ ಜನನಿ ಫೌಂಡೇಷನ್ ಚಿಕ್ಕ ಕೊಂಡಗೊಳ ಹಾಗೂ ಹಾಸನಾಂಬ ಮಹಿಳಾ ಸಂಘ ಹೇಮಾವತಿ ನಗರ ಇವರ ಸಹಕಾರದಲ್ಲಿ ಹಾಸನ ಜಿಲ್ಲಾ ಸ್ಕೌಟ್ಸ್ ಮತ್ತು ಗೈಡ್ಸ್ ಸಮುದಾಯ ಭವನದಲ್ಲಿ ಹತ್ತು ವರ್ಷದಿಂದ 16 ವರ್ಷದ ವಯೋಮಾನದ ಮಕ್ಕಳಿಗಾಗಿ ಹಮ್ಮಿಕೊಂಡ ಚಿಣ್ಣರ ಪ್ರತಿಭಾ ಕಲರವ ಕಾರ್ಯಕ್ರಮದಲ್ಲಿ ಮಾತನಾಡಿ ಕೇಂದ್ರ ಕನ್ನಡ ಸಾಹಿತ್ಯ ವೇದಿಕೆ ಸಂಸ್ಥಾಪಕ ಅಧ್ಯಕ್ಷರಾದ ಕೊಟ್ರೇಶ್ ಎಸ್. ಉಪ್ಪಾರ್ ಮಾರ್ಗದರ್ಶನದಲ್ಲಿ ಜಾತ್ಯತೀತವಾಗಿ, ಧರ್ಮಾತೀತವಾಗಿ ಸಾಹಿತ್ಯಿಕ, ಸಾಂಸ್ಕೃತಿಕವಾಗಿ ಸಮಸಮಾಜ ಕಟ್ಟುವಲ್ಲಿ: [459, 402, 838, 600]
- main-separator-1: [459, 862, 1430, 864]
- diet-dateline: ರಾಯಚೂರು:: [73, 329, 136, 345]
- hassan-photo-felicitation-image: [459, 680, 838, 814]
- citu-text-1: ದೇಶದ ಕಾರ್ಮಿಕ ವರ್ಗದ ತೀವ್ರ ವಿರೋಧ ವನ್ನು ಲೆಕ್ಕಿಸದೇ 2020ರ ಸಂಸತ್ತಿನ ಅಧಿವೇಶನದಲ್ಲಿ ಯಾವುದೇ ಚರ್ಚೆ ಇಲ್ಲದೇ ಹಾಗೂ 2019 ರ ಸಂಸತ್ತಿನ ಅಧಿವೇಶನದಲ್ಲಿ ದೇಶದಲ್ಲಿ ಜಾರಿಯಲ್ಲಿದ್ದ 29 ಕಾರ್ಮಿಕ ಕಾನೂನುಗಳನ್ನು ಸಂಹಿತೆಗಳನ್ನಾಗಿ ಬದಲಾವಣೆ ಮಾಡಲಾಗಿದೆ. ಸಾಮಾಜಿಕ ಭದ್ರತೆ ಸಂಹಿತೆ, ಕೈಗಾರಿಕಾ ಸಂಬಂಧ ಸಂಹಿತೆ, ಉದ್ಯೋಗ ಸುರಕ್ಷತೆ ಆರೋಗ್ಯ ಮತ್ತು ಕೆಲಸದ ಪರಿಸ್ಥಿತಿ ಸಂಹಿತೆ ಹಾಗೂ ವೇತನ ಸಂಹಿತೆಗಳನ್ನಾಗಿ ಅಂಗೀಕರಿಸಲಾಗಿದೆ. ಈ ಸಂಹಿತೆಗಳನ್ನು ಜಾರಿಗೊಳಿಸಲು ಮುಂದಾಗಿದ್ದು ಕಾರ್ಮಿಕರ ಹಕ್ಕುಗಳನ್ನು ಕಸಿದುಕೊಳ್ಳಲಾಗುತ್ತಿದೆ. ಕೇಂದ್ರ ಸರ್ಕಾರ ಜಾರಿಮಾಡಲು ಮುಂದಾಗಿರುವ ಕಾರ್ಮಿಕ ಸಂಹಿತೆಗಳು ದೇಶದ ಕಾರ್ಮಿಕರ ರಕ್ತಶೋಷಣೆ ಅಂದರೆ ಜೀತಪದ್ಧತಿಗೆ ತಳ್ಳುವ ಹುನ್ನಾರವಾಗಿದೆ. ಕೆಲಸದ ಅವಧಿ ಹೆಚ್ಚಳ, ಗುತ್ತಿಗೆ ಪದ್ಧತಿ ಹೆಚ್ಚಳ, ಕನಿಷ್ಠ ವೇತನದ ಖಾತರಿ ರದ್ದು, ಸಾಮಾಜಿಕ ಭದ್ರತೆ ಕಡಿತ, ಕೈಗಾರಿಕಾ ಸಂಬಂಧ, ವೇತನ ಚೌಕಾಸಿ, ಉದ್ಯೋಗ ಮತ್ತು ಸುರಕ್ಷತೆ ನಿಯಮಗಳನ್ನು ದುರ್ಬಲಗೊಳಿಸಲಾಗುತ್ತಿದೆ. ಕಾರ್ಮಿಕರನ್ನು ಮುಷ್ಕರ ಹಾಗೂ ಪ್ರತಿಭಟನೆಯ ಹಕ್ಕುಗಳಿಂದ ವಂಚಿತರನ್ನಾಗಿಸುವ ನೀತಿ ಇದಾಗಿದೆ. ಆದ್ದರಿಂದ ಕೂಡಲೇ ಈ ಸಂಹಿತೆಗಳನ್ನು ಹಿಂಪಡೆಯಬೇಕು ಎಂದು ಸಿ.ಐ.ಟಿ.ಯು ಒತ್ತಾಯಿಸಿದೆ. ರೈತ ಕಾರ್ಮಿಕರ ಪ್ರಮುಖ ಬೇಡಿಕೆಗಳಿಗೆ ಆಗ್ರಹಿಸಿ ಕೂಡಲೇ ಕ್ರಮ ವಹಿಸಬೇಕು ಎಂದು ತಹಸೀಲ್ದಾರ್ ಮೂಲಕ ಮನವಿ ಸಲ್ಲಿಸಲಾಯಿತು.: [459, 1803, 749, 2184]
- citu-photo-rally-image: [1051, 1783, 1424, 1990]
- citu-headline-rule: [459, 1776, 1430, 1778]
- koppal-col-2: [760, 1004, 1001, 1654]
- stage-banner-subtext: 2025 ಮೇ 16, 17 & 18, ಹಾಸನ: [1076, 435, 1229, 449]
- citu-byline: ವಿಜಯನಗರವಾಣಿ ಸುದ್ದಿ: [459, 1783, 565, 1799]
- hassan-photo-felicitation: [459, 679, 838, 814]
- diet-body: [53, 329, 444, 694]
- bcwd-headline: ಹಿಂದುಳಿದ ವರ್ಗಗಳ ಕಲ್ಯಾಣ ಇಲಾಖೆಯಿಂದ ನಿಲಯಗಳ ಪ್ರವೇಶಕ್ಕೆ ಅರ್ಜಿ ಆಹ್ವಾನ: [64, 712, 432, 781]
- koppal-text-3: ಮುಂಬರುವ ದಿನಗಳಲ್ಲಿ ಹೋರಾಟ ತೀವ್ರಗೊಳಿಸಲಾಗುವುದು. ಕಾರ್ಮಿಕ ಕಾನೂನುಗಳನ್ನು ದುರ್ಬಲಗೊಳಿಸುವ ಪ್ರಯತ್ನವನ್ನು ಕೈಬಿಡಬೇಕು. ಕನಿಷ್ಠ ವೇತನ, ಸಾಮಾಜಿಕ ಭದ್ರತೆ, ಉದ್ಯೋಗ ಭದ್ರತೆ ಹಾಗೂ ಸಂಘಟನಾ ಸ್ವಾತಂತ್ರ್ಯವನ್ನು ಖಾತ್ರಿಪಡಿಸಬೇಕು. ಕೆಲಸದ ಅವಧಿಯನ್ನು ಹೆಚ್ಚಿಸುವ ನೀತಿಯನ್ನು ಕೈಬಿಡಬೇಕು. ಖಾಸಗೀಕರಣ ನಿಲ್ಲಿಸಿ ಸಾರ್ವಜನಿಕ ವಲಯವನ್ನು ಬಲಪಡಿಸಬೇಕು. ರೈತರ ಸಾಲ ಮನ್ನಾ ಮಾಡಬೇಕು. ಬೆಳೆ ವಿಮೆ ಪರಿಹಾರ ನೀಡಬೇಕು. ವಿದ್ಯುತ್ ಖಾಸಗೀಕರಣ ಮಸೂದೆ ಹಿಂಪಡೆಯಬೇಕು. ಉದ್ಯೋಗ ಸೃಷ್ಟಿಗೆ ಕ್ರಮ ಕೈಗೊಳ್ಳಬೇಕು. ನಿರುದ್ಯೋಗ ಭತ್ಯೆ ನೀಡಬೇಕು. ಜುಲೈ 9ರಂದು ನಡೆಯುವ ರಾಷ್ಟ್ರವ್ಯಾಪಿ ಮುಷ್ಕರವನ್ನು ಯಶಸ್ವಿಗೊಳಿಸಬೇಕು. ಅಖಿಲ ಭಾರತ ಮಟ್ಟದ ಮುಷ್ಕರಕ್ಕೆ ಎಲ್ಲ ಕಾರ್ಮಿಕರು ಸಹಕರಿಸಬೇಕು. ದೇಶದ ಸಂಪತ್ತನ್ನು ಸೃಷ್ಟಿಸುವ ಕಾರ್ಮಿಕರ ಹಿತ ಕಾಯುವುದು ಸರ್ಕಾರದ ಕರ್ತವ್ಯ. ಕೂಡಲೇ ಕಾರ್ಮಿಕ ಸಂಹಿತೆಗಳನ್ನು ರದ್ದುಪಡಿಸಿ, ಕಾರ್ಮಿಕರ ಬೇಡಿಕೆಗಳನ್ನು ಈಡೇರಿಸಬೇಕು ಎಂದು ಆಗ್ರಹಿಸಿದರು.: [1011, 1251, 1424, 1432]
- page-number: 3: [57, 155, 110, 222]
- yelburga-dateline: ಕೊಪ್ಪಳ:: [73, 1308, 112, 1324]
- hassan-photo-stage-image: [849, 382, 1424, 600]
- diet-para-2: ಡಿ.ಇಎಲ್.ಇಡಿ ಕೋರ್ಸಿನ ವಿವಿಧ ಮಾಧ್ಯಮಗಳು ಹಾಗೂ ಡಿ.ಪಿ.ಇಡಿ ಕೋರ್ಸಿನ ಪ್ರಥಮ ವರ್ಷದ ದಾಖಲಾತಿಗಳ ಪ್ರವೇಶ ಬಯಸುವ ಅಭ್ಯರ್ಥಿಗಳು ಇಲಾಖೆಯ ವೆಬ್‌ಸೈಟ್ ವಿಳಾಸ: www.schooleducation.kar.nic.in ಅಂತರ್ಜಾಲದ ಮುಖಪುಟದಲ್ಲಿ ಪ್ರಕಟವಾಗುವ Application for Admission to D.el.Ed/Dped Course-2025-26 ಎಂಬುದನ್ನು ಕ್ಲಿಕ್ ಮಾಡಿದ ನಂತರ ಮೇಲೆ ಪ್ರಕಟವಾಗುವ ಅರ್ಜಿಯನ್ನು ಮುದ್ರಣ ಮಾಡಿ ಅರ್ಜಿ ಭರ್ತಿಮಾಡಿ ಹಾಗೂ ಬ್ಯಾಂಕ್ ಡಿ.ಡಿಯೊಂದಿಗೆ ಡಯಟ್ ಯರಮರಸ್ ಕಚೇರಿಗೆ ಜೂನ್ 05ರೊಳಗಾಗಿ ಅರ್ಜಿ ಸಲ್ಲಿಸಬಹುದಾಗಿದೆ. ಅಭ್ಯರ್ಥಿಗಳು ಕೊನೆಯ ದಿನಾಂಕದವರೆಗೆ ಕಾಯದೇ ಮುಂಚಿತವಾಗಿ ಅರ್ಜಿಗಳನ್ನು ಸಲ್ಲಿಸಬಹುದಾಗಿದೆ.: [53, 404, 444, 566]
- left-separator-1: [53, 700, 444, 702]
- hassan-headline: ಹೊಸ ಪ್ರತಿಭೆಗಳ ಅನಾವರಣವೇ ಕೇಂದ್ರ ಕನ್ನಡ ಸಾಹಿತ್ಯ ವೇದಿಕೆಯ ಉದ್ದೇಶ: ಹಾಸನ ತಾ|| ಅಧ್ಯಕ್ಷೆ ಕೆ. ಸಿ. ಗೀತಾ: [526, 256, 1358, 363]
- masthead-title-kannada: ವಿಜಯನಗರವಾಣಿ: [175, 165, 401, 211]
- yelburga-headline: ಯಲಬುರ್ಗಾ ಪ.ಪಂ: ಐ.ಇ.ಸಿ ಚಟುವಟಿಕೆ ಕೈಗೊಳ್ಳಲು ಆಸಕ್ತರಿಂದ ಅರ್ಜಿ ಆಹ್ವಾನ: [53, 1228, 413, 1297]
- diet-para-3: ಸರ್ಕಾರಿ ಶಿಕ್ಷಣ ತರಬೇತಿ ಸಂಸ್ಥೆ ಸಿಂಧನೂರಿನಲ್ಲಿ ಶಿಕ್ಷಣ ಸೌಲಭ್ಯಗಳಿದ್ದು, ಹೆಚ್ಚಿನ ಮಾಹಿತಿಗಾಗಿ ರಾಯಚೂರಿನ ಯರಮರಸ್ ಜಿಲ್ಲಾ ಶಿಕ್ಷಣ ಮತ್ತು ತರಬೇತಿ ಸಂಸ್ಥೆಯ ಪ್ರಾಂಶುಪಾಲರು (ಡಯಟ್) ಉಪನಿರ್ದೇಶಕರು (ಅಭಿವೃದ್ಧಿ) ಪ್ರಕಟಣೆಯಲ್ಲಿ ತಿಳಿಸಿದ್ದಾರೆ.: [53, 570, 444, 622]
- citu-headline: ಕಾರ್ಮಿಕ ವಿರೋಧಿ ನಾಲ್ಕು ಕಾರ್ಮಿಕ ಸಂಹಿತೆಗಳನ್ನು ರದ್ದುಪಡಿಸಲು ಹಾಗೂ ರೈತಕಾರ್ಮಿಕರ ಪ್ರಮುಖ ಬೇಡಿಕೆಗಳ ಈಡೇರಿಕೆಗಾಗಿ ಸಿ.ಐ.ಟಿ.ಯು ಮನವಿ: [471, 1671, 1413, 1760]
- hassan-col-2: [849, 606, 1130, 856]
- horticulture-headline: ತೋಟಗಾರಿಕೆ ಇಲಾಖೆ: ವಿವಿಧ ಯೋಜನೆಗಳಡಿ ಸಹಾಯಧನಕ್ಕೆ ಅರ್ಜಿ ಆಹ್ವಾನ: [56, 1777, 440, 1846]
- bcwd-para-3: ಪ್ರವರ್ಗ-1, ಎಸ್.ಸಿ & ಎಸ್.ಟಿ ವಿದ್ಯಾರ್ಥಿಗಳ ಪೋಷಕರ ವಾರ್ಷಿಕ ಆದಾಯವು 2.5 ಲಕ್ಷ ರೂ. ಹಾಗೂ ಪ್ರವರ್ಗ-2ಎ, 2ಬಿ, 3ಎ, 3ಬಿ ವರ್ಗಗಳ ವಿದ್ಯಾರ್ಥಿಗಳ ಪೋಷಕರ ವಾರ್ಷಿಕ ಆದಾಯವು 1 ಲಕ್ಷ ರೂಪಾಯಿಗಳ ಒಳಗಿರಬೇಕು. ತಾಲ್ಲೂಕುವಾರು ವಿದ್ಯಾರ್ಥಿನಿಲಯಗಳ ವಿವರ ಹಾಗೂ ವಿದ್ಯಾರ್ಥಿಗಳು ಯಾವ ಪ್ರವೇಶಕ್ಕೆ ಇರಬೇಕಾದ ಅರ್ಹತೆ, ಸಲ್ಲಿಸಬೇಕಾದ ದಾಖಲೆಗಳ ವಿವರ ಮತ್ತು ಸರ್ಕಾರದ ಆದೇಶಕ್ಕಾಗಿ ಇಲಾಖಾ ವೆಬ್‌ಸೈಟ್ ವಿಳಾಸ: https:shp.karnataka.gor.in/bcwd ನ್ನು ನೋಡಬಹುದು.: [53, 939, 444, 1046]
- bcwd-dateline: ರಾಯಚೂರು:: [73, 790, 136, 806]
- horticulture-para-1: ತೋಟಗಾರಿಕೆ ಇಲಾಖೆ ವತಿಯಿಂದ 2025-26ನೇ ಸಾಲಿನ ಜಿಲ್ಲೆಯಲ್ಲಿ ಅನುಷ್ಠಾನಗೊಳಿಸಲಾಗುತ್ತಿರುವ ವಿವಿಧ ಯೋಜನೆಗಳಡಿ ಸಹಾಯಧನ ನೀಡಲಾಗುತ್ತಿದ್ದು, ಆಸಕ್ತ ರೈತರಿಂದ ಅರ್ಜಿ ಆಹ್ವಾನಿಸಲಾಗಿದೆ.: [53, 1856, 444, 1909]
- bcwd-body: [53, 789, 444, 1213]
- footer-short-rule: [549, 2482, 929, 2483]
- left-separator-2: [53, 1218, 444, 1221]
- masthead-rule: [50, 235, 1430, 239]
- citu-dateline: ಗಂಗಾವತಿ:: [479, 1803, 527, 1819]
- yelburga-body: [53, 1307, 444, 1760]
- left-separator-3: [53, 1768, 444, 1770]
